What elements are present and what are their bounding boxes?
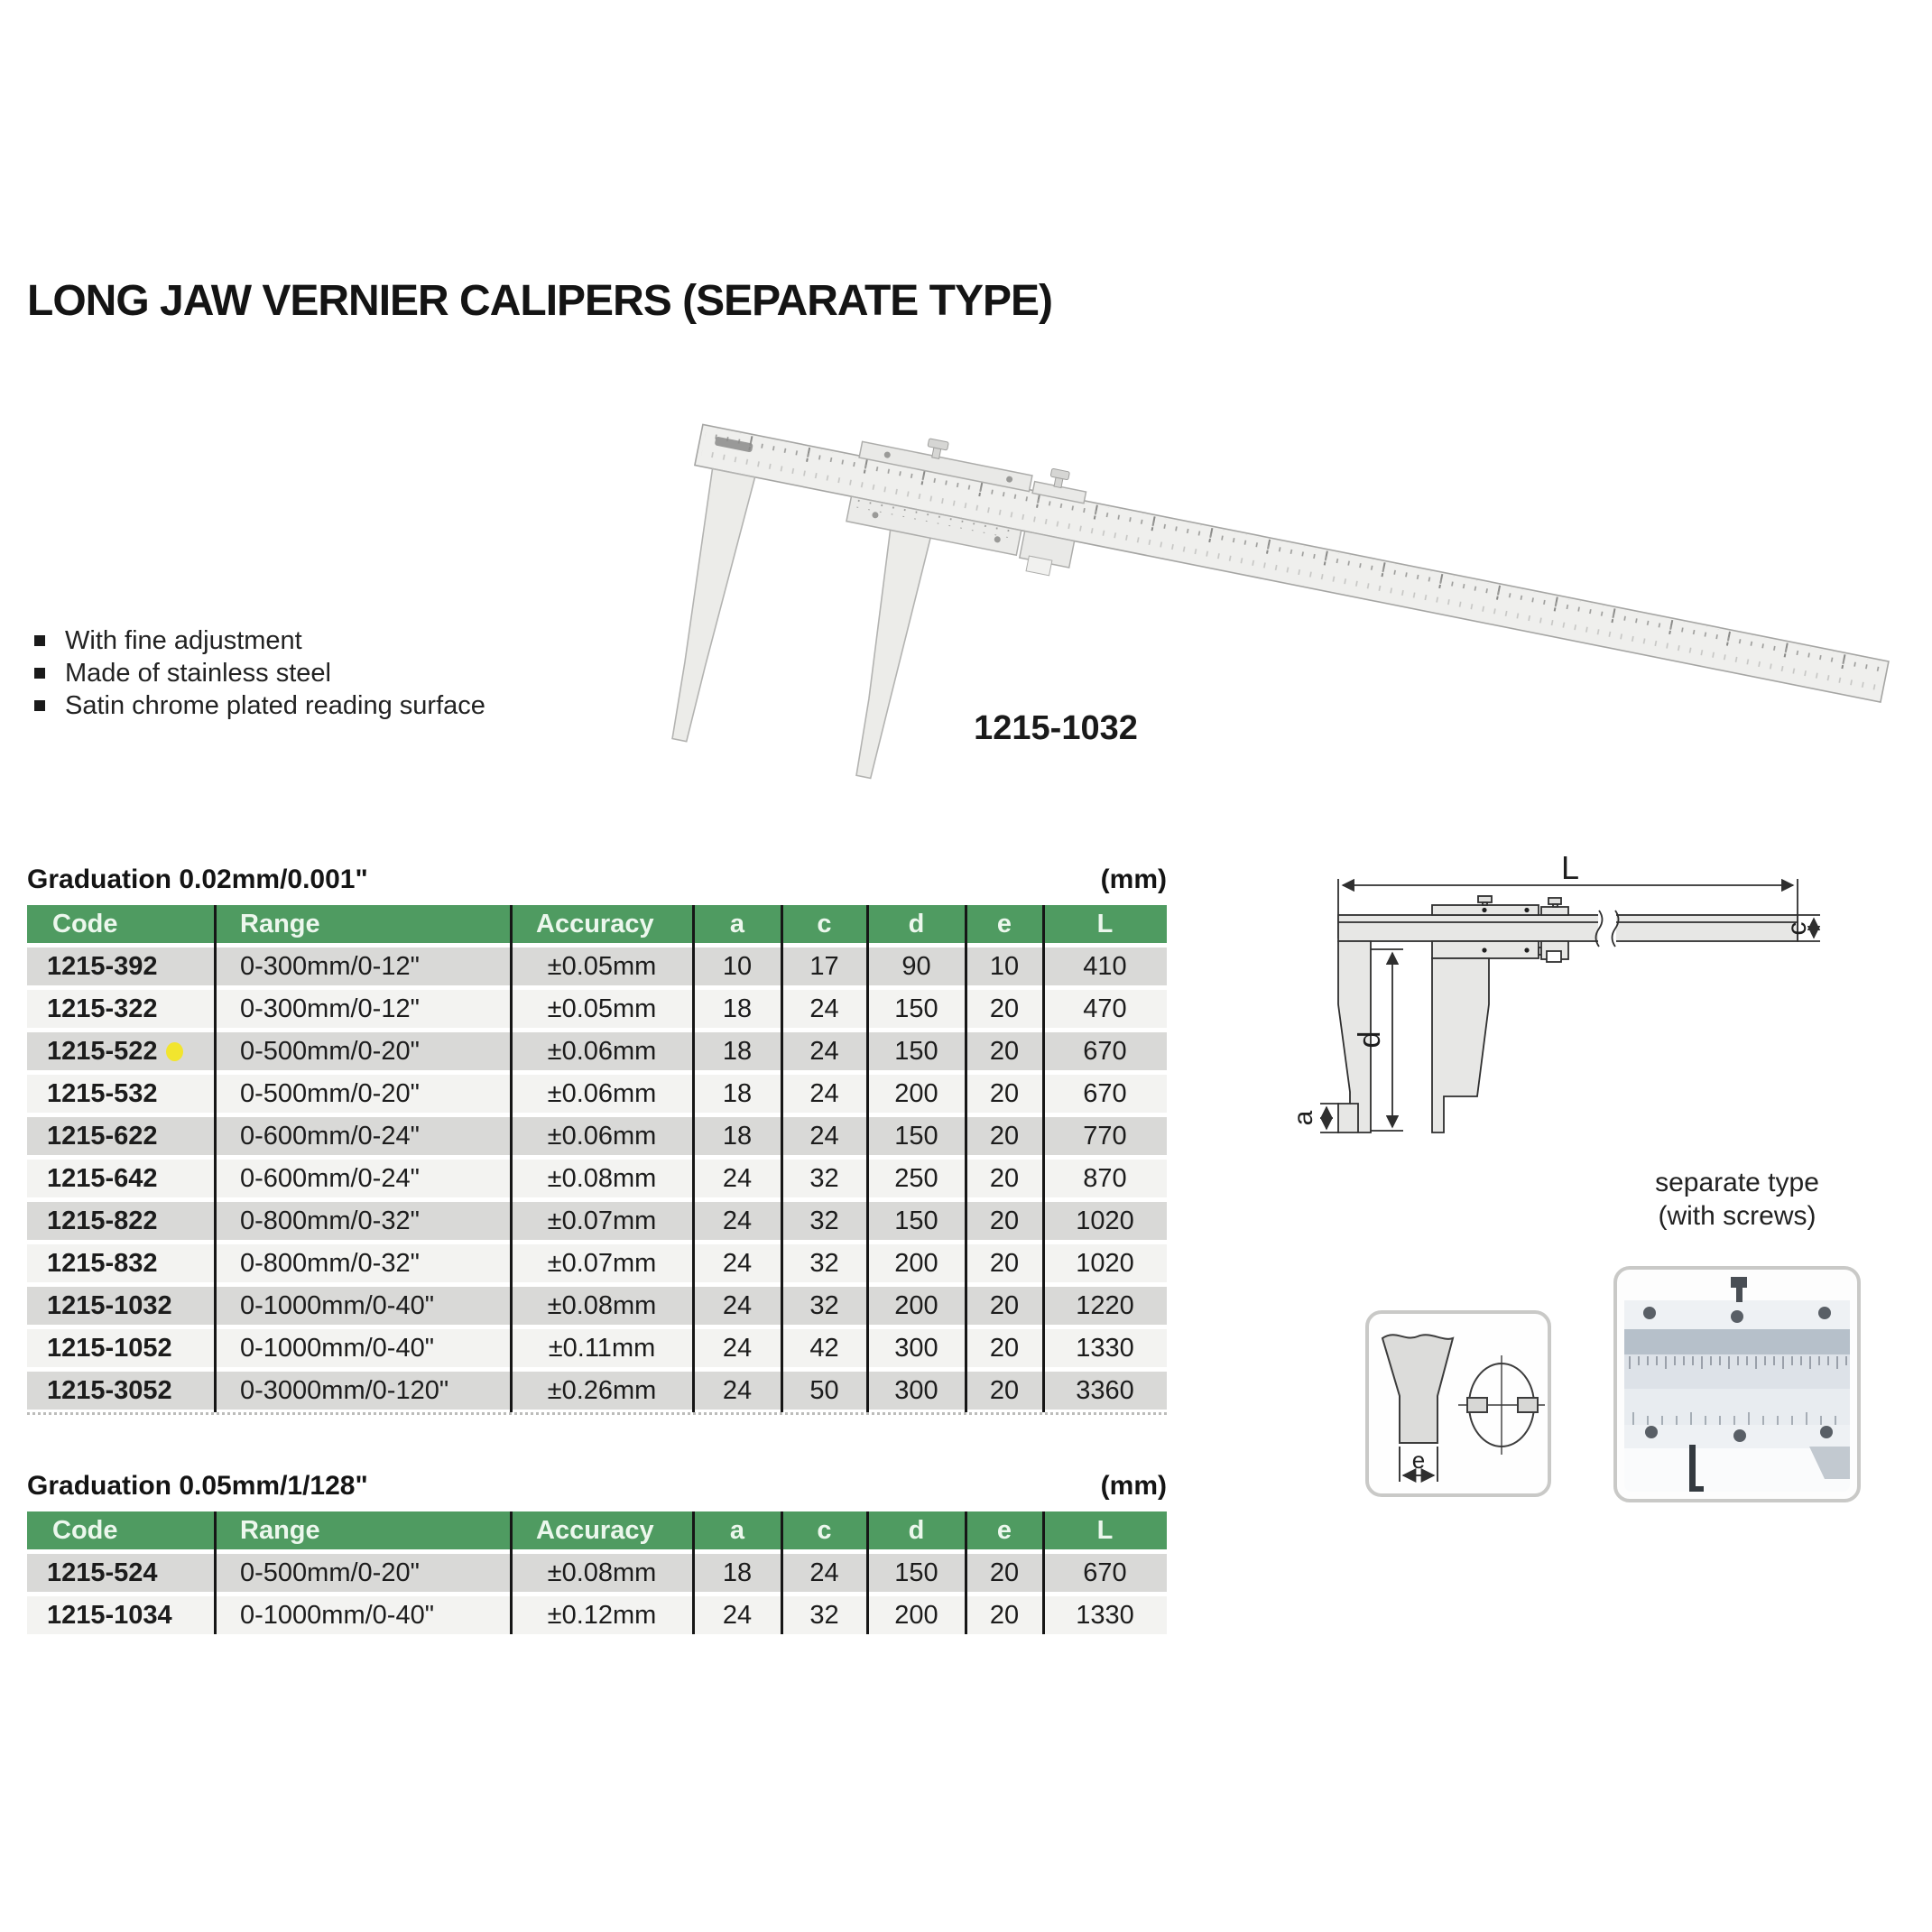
table-cell: ±0.05mm [511, 990, 693, 1028]
table-cell: 10 [966, 948, 1043, 985]
table-cell: 1215-1034 [27, 1596, 215, 1634]
table-cell: 1215-392 [27, 948, 215, 985]
table-cell: ±0.06mm [511, 1075, 693, 1113]
dim-label-a: a [1289, 1110, 1318, 1126]
table-cell: 18 [693, 1075, 781, 1113]
table-row [27, 1032, 1167, 1070]
table-cell: 0-800mm/0-32" [215, 1244, 511, 1282]
table-cell: ±0.07mm [511, 1244, 693, 1282]
table-cell: 18 [693, 1032, 781, 1070]
table-cell: 42 [781, 1329, 867, 1367]
dim-label-c: c [1782, 921, 1812, 936]
table-cell: 32 [781, 1287, 867, 1325]
table-cell: 1215-3052 [27, 1372, 215, 1410]
table-cell: 870 [1043, 1160, 1167, 1197]
table-cell: ±0.05mm [511, 948, 693, 985]
table-cell: 1330 [1043, 1596, 1167, 1634]
table-cell: 770 [1043, 1117, 1167, 1155]
table-cell: 0-500mm/0-20" [215, 1032, 511, 1070]
feature-text: Made of stainless steel [65, 658, 331, 688]
table-cell: 1215-1052 [27, 1329, 215, 1367]
table-cell: 50 [781, 1372, 867, 1410]
table-cell: 1215-1032 [27, 1287, 215, 1325]
closeup-scale-band [1624, 1329, 1850, 1354]
table-cell: 20 [966, 1372, 1043, 1410]
spec-section-2 [27, 1469, 1167, 1634]
jaw-section-box [1365, 1310, 1551, 1497]
table-row [27, 1202, 1167, 1240]
table-cell: ±0.08mm [511, 1287, 693, 1325]
table-cell: 0-3000mm/0-120" [215, 1372, 511, 1410]
feature-text: Satin chrome plated reading surface [65, 690, 485, 720]
table-row [27, 1160, 1167, 1197]
table-cell: 1215-532 [27, 1075, 215, 1113]
highlight-dot-icon [166, 1042, 183, 1061]
table-cell: 0-1000mm/0-40" [215, 1287, 511, 1325]
table-cell: 24 [781, 1032, 867, 1070]
table-cell: 300 [867, 1372, 966, 1410]
table-row [27, 1372, 1167, 1410]
table-cell: 1220 [1043, 1287, 1167, 1325]
table-cell: 20 [966, 1202, 1043, 1240]
table-cell: 200 [867, 1596, 966, 1634]
spec-section-1 [27, 863, 1167, 1415]
table-cell: 24 [693, 1160, 781, 1197]
column-header-code: Code [27, 1511, 215, 1549]
table-cell: 24 [781, 1554, 867, 1592]
table-cell: 250 [867, 1160, 966, 1197]
closeup-vernier-band [1624, 1389, 1850, 1425]
table-cell: 20 [966, 1117, 1043, 1155]
table-cell: 32 [781, 1202, 867, 1240]
table-cell: 20 [966, 1075, 1043, 1113]
table-cell: ±0.12mm [511, 1596, 693, 1634]
column-header-l: L [1043, 905, 1167, 943]
table-row [27, 1554, 1167, 1592]
table-cell: 20 [966, 1032, 1043, 1070]
column-header-l: L [1043, 1511, 1167, 1549]
table-row [27, 1244, 1167, 1282]
column-header-e: e [966, 1511, 1043, 1549]
table-cell: 0-300mm/0-12" [215, 990, 511, 1028]
table-cell: 470 [1043, 990, 1167, 1028]
table-cell: 20 [966, 1329, 1043, 1367]
column-header-code: Code [27, 905, 215, 943]
caption-line: (with screws) [1658, 1201, 1816, 1231]
table-cell: 200 [867, 1244, 966, 1282]
table-row [27, 1287, 1167, 1325]
table-cell: ±0.11mm [511, 1329, 693, 1367]
table-cell: 0-800mm/0-32" [215, 1202, 511, 1240]
graduation-heading: Graduation 0.02mm/0.001" [27, 864, 368, 894]
dimension-diagram [1263, 839, 1932, 1200]
table-cell: ±0.08mm [511, 1554, 693, 1592]
bullet-square-icon [34, 635, 45, 646]
table-cell: 150 [867, 990, 966, 1028]
table-row [27, 990, 1167, 1028]
table-cell: 3360 [1043, 1372, 1167, 1410]
table-cell: 24 [781, 1075, 867, 1113]
table-cell: 1215-622 [27, 1117, 215, 1155]
unit-label: (mm) [1100, 864, 1167, 894]
table-cell: 1215-522 [27, 1032, 215, 1070]
table-cell: 20 [966, 1160, 1043, 1197]
table-cell: 0-300mm/0-12" [215, 948, 511, 985]
table-cell: 0-1000mm/0-40" [215, 1596, 511, 1634]
spec-table-1 [27, 905, 1167, 1415]
table-cell: 0-500mm/0-20" [215, 1554, 511, 1592]
table-cell: 1020 [1043, 1244, 1167, 1282]
table-row [27, 1117, 1167, 1155]
table-cell: 24 [693, 1372, 781, 1410]
table-cell: ±0.06mm [511, 1117, 693, 1155]
table-cell: 18 [693, 1554, 781, 1592]
diagram-beam [1338, 915, 1798, 941]
column-header-e: e [966, 905, 1043, 943]
table-cell: 17 [781, 948, 867, 985]
diagram-movable-jaw [1432, 958, 1489, 1132]
product-code-label: 1215-1032 [974, 709, 1138, 747]
table-header-row [27, 1511, 1167, 1549]
table-header-row [27, 905, 1167, 943]
table-cell: 32 [781, 1160, 867, 1197]
closeup-thumbscrew [1731, 1277, 1747, 1288]
table-cell: 150 [867, 1554, 966, 1592]
table-cell: 1020 [1043, 1202, 1167, 1240]
table-cell: 200 [867, 1287, 966, 1325]
caption-line: separate type [1655, 1168, 1819, 1197]
table-cell: 10 [693, 948, 781, 985]
table-cell: 20 [966, 1554, 1043, 1592]
table-row [27, 948, 1167, 985]
table-cell: 1215-832 [27, 1244, 215, 1282]
table-cell: 24 [693, 1202, 781, 1240]
column-header-accuracy: Accuracy [511, 1511, 693, 1549]
jaw-cross-section [1382, 1335, 1453, 1443]
feature-list [34, 624, 485, 722]
table-cell: 1215-524 [27, 1554, 215, 1592]
feature-item [34, 689, 485, 722]
table-cell: 90 [867, 948, 966, 985]
table-cell: 24 [781, 990, 867, 1028]
table-cell: 24 [693, 1244, 781, 1282]
bullet-square-icon [34, 700, 45, 711]
column-header-accuracy: Accuracy [511, 905, 693, 943]
page-title: LONG JAW VERNIER CALIPERS (SEPARATE TYPE) [27, 277, 1053, 325]
table-row [27, 1075, 1167, 1113]
table-cell: 32 [781, 1244, 867, 1282]
table-cell: 0-500mm/0-20" [215, 1075, 511, 1113]
table-cell: 150 [867, 1032, 966, 1070]
dim-label-d: d [1353, 1031, 1387, 1049]
table-cell: 1215-322 [27, 990, 215, 1028]
feature-text: With fine adjustment [65, 625, 302, 655]
feature-item [34, 624, 485, 657]
table-cell: ±0.26mm [511, 1372, 693, 1410]
table-row [27, 1329, 1167, 1367]
table-cell: 18 [693, 1117, 781, 1155]
caliper-photo-group [642, 394, 1895, 812]
table-cell: 670 [1043, 1554, 1167, 1592]
table-cell: 32 [781, 1596, 867, 1634]
column-header-range: Range [215, 1511, 511, 1549]
table-cell: 670 [1043, 1032, 1167, 1070]
table-cell: 24 [693, 1596, 781, 1634]
table-cell: 24 [693, 1329, 781, 1367]
column-header-a: a [693, 905, 781, 943]
table-cell: ±0.08mm [511, 1160, 693, 1197]
graduation-heading: Graduation 0.05mm/1/128" [27, 1471, 368, 1501]
table-cell: 670 [1043, 1075, 1167, 1113]
vernier-closeup-box [1613, 1266, 1861, 1502]
spec-table-2 [27, 1511, 1167, 1634]
bullet-square-icon [34, 668, 45, 679]
table-cell: 20 [966, 1244, 1043, 1282]
column-header-c: c [781, 905, 867, 943]
table-cell: 410 [1043, 948, 1167, 985]
table-cell: 0-600mm/0-24" [215, 1117, 511, 1155]
table-cell: 1215-822 [27, 1202, 215, 1240]
dim-label-L: L [1560, 849, 1580, 886]
column-header-range: Range [215, 905, 511, 943]
dim-label-e: e [1411, 1447, 1426, 1474]
column-header-a: a [693, 1511, 781, 1549]
table-cell: 150 [867, 1202, 966, 1240]
closeup-jaw-edge [1689, 1445, 1696, 1492]
table-cell: 0-600mm/0-24" [215, 1160, 511, 1197]
fixed-jaw [659, 468, 754, 744]
table-cell: 24 [781, 1117, 867, 1155]
table-cell: ±0.06mm [511, 1032, 693, 1070]
table-cell: 20 [966, 990, 1043, 1028]
table-cell: ±0.07mm [511, 1202, 693, 1240]
table-cell: 20 [966, 1287, 1043, 1325]
table-cell: 18 [693, 990, 781, 1028]
table-cell: 20 [966, 1596, 1043, 1634]
unit-label: (mm) [1100, 1471, 1167, 1501]
product-photo [632, 388, 1932, 812]
feature-item [34, 657, 485, 689]
column-header-d: d [867, 1511, 966, 1549]
column-header-d: d [867, 905, 966, 943]
table-cell: 150 [867, 1117, 966, 1155]
table-cell: 1330 [1043, 1329, 1167, 1367]
table-cell: 1215-642 [27, 1160, 215, 1197]
table-row [27, 1596, 1167, 1634]
table-cell: 200 [867, 1075, 966, 1113]
column-header-c: c [781, 1511, 867, 1549]
table-cell: 300 [867, 1329, 966, 1367]
separate-type-caption [1597, 1166, 1877, 1233]
table-cell: 0-1000mm/0-40" [215, 1329, 511, 1367]
table-cell: 24 [693, 1287, 781, 1325]
